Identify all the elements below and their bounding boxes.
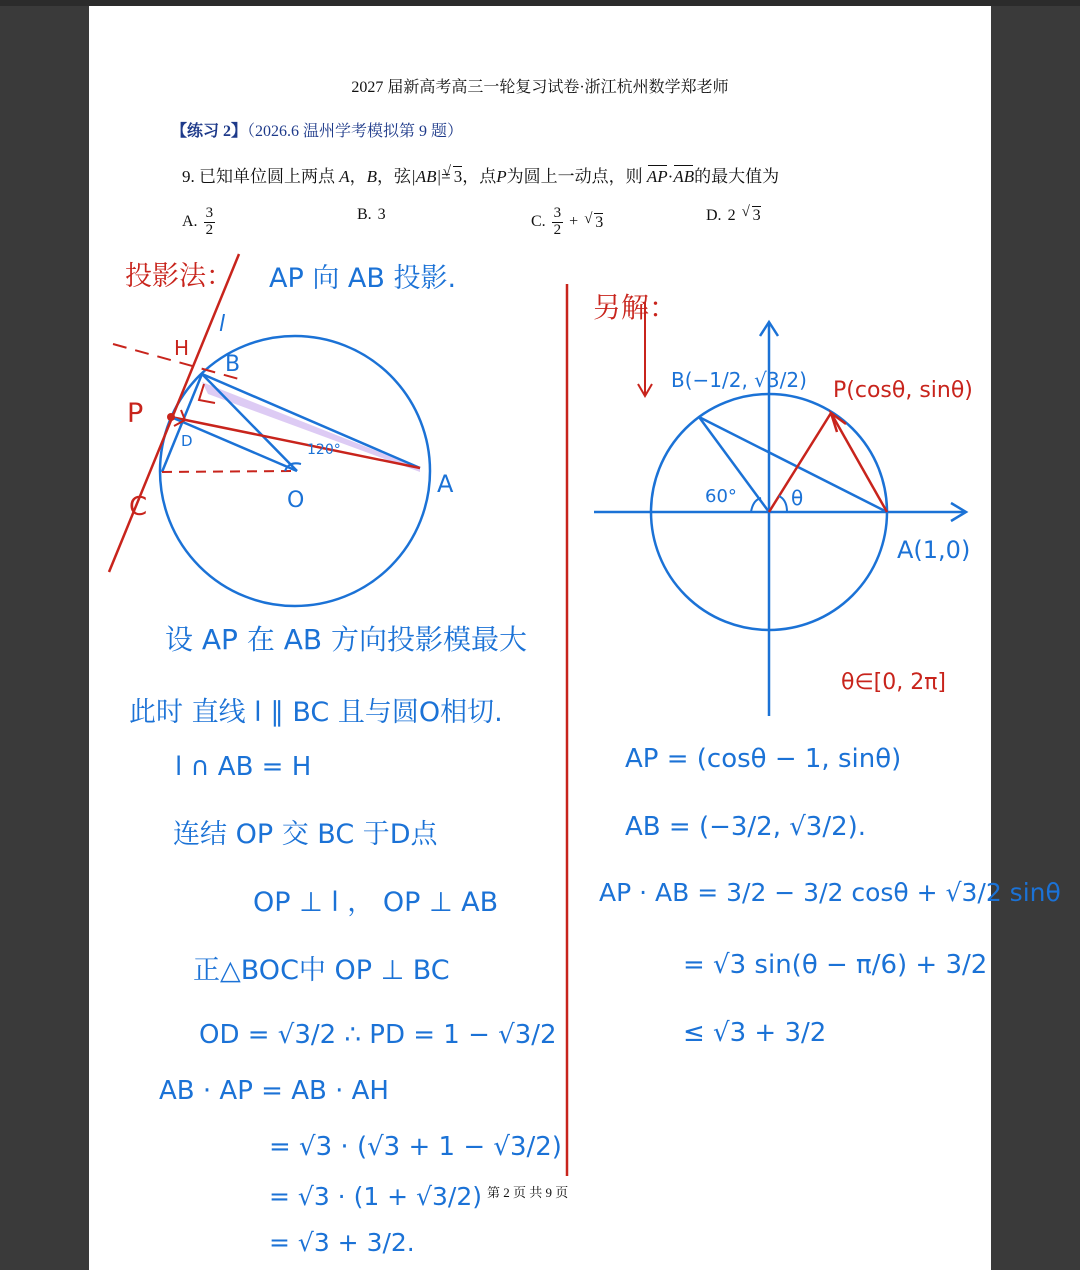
theta-range: θ∈[0, 2π] — [841, 670, 947, 695]
equals-sign: = — [441, 167, 451, 186]
option-letter: B. — [357, 206, 372, 223]
label-c: C — [129, 492, 148, 522]
right-line-5: ≤ √3 + 3/2 — [683, 1018, 827, 1048]
label-o: O — [287, 488, 305, 513]
question-part: ，弦 — [377, 167, 412, 186]
denominator: 2 — [205, 221, 214, 238]
option-letter: A. — [182, 213, 198, 231]
sqrt-3: √ 3 — [453, 166, 463, 187]
segment-co — [162, 471, 297, 472]
option-letter: C. — [531, 213, 546, 231]
label-a-right: A(1,0) — [897, 536, 971, 564]
right-line-4: = √3 sin(θ − π/6) + 3/2 — [683, 950, 988, 980]
label-p-right: P(cosθ, sinθ) — [833, 378, 973, 403]
projection-title: AP 向 AB 投影. — [269, 263, 457, 294]
sqrt-3: √ 3 — [752, 206, 761, 225]
sqrt-3: √ 3 — [594, 213, 603, 232]
right-line-2: AB = (−3/2, √3/2). — [625, 812, 867, 842]
label-p: P — [127, 398, 144, 429]
numerator: 3 — [205, 205, 214, 221]
label-d: D — [181, 432, 193, 450]
numerator: 3 — [553, 205, 562, 221]
left-line-1: 设 AP 在 AB 方向投影模最大 — [165, 623, 528, 656]
left-line-5: OP ⊥ l ， OP ⊥ AB — [253, 887, 499, 918]
vector-ap: AP — [646, 167, 668, 186]
right-line-1: AP = (cosθ − 1, sinθ) — [625, 744, 902, 774]
left-line-7: OD = √3/2 ∴ PD = 1 − √3/2 — [199, 1020, 557, 1050]
label-a-left: A — [437, 470, 454, 498]
highlight-ab — [202, 382, 420, 472]
page-footer: 第 2 页 共 9 页 — [487, 1185, 569, 1200]
label-l: l — [219, 312, 226, 337]
left-line-2: 此时 直线 l ∥ BC 且与圆O相切. — [129, 697, 503, 728]
left-line-9: = √3 · (√3 + 1 − √3/2) — [269, 1132, 562, 1162]
question-number: 9. — [182, 167, 195, 186]
point-p-dot — [167, 413, 175, 421]
point-a: A — [339, 167, 350, 186]
chord-ab: |AB| — [411, 167, 442, 186]
left-line-10: = √3 · (1 + √3/2) — [269, 1182, 482, 1211]
left-line-4: 连结 OP 交 BC 于D点 — [173, 819, 438, 850]
question-part: 的最大值为 — [694, 167, 780, 186]
question-part: ，点 — [462, 167, 497, 186]
option-letter: D. — [706, 206, 722, 224]
label-angle-60: 60° — [705, 486, 737, 507]
left-line-11: = √3 + 3/2. — [269, 1228, 415, 1257]
question-part: 已知单位圆上两点 — [199, 167, 335, 186]
point-b: B — [366, 167, 378, 186]
document-page — [89, 6, 1061, 1270]
label-b-left: B — [225, 352, 241, 377]
label-theta: θ — [791, 486, 804, 510]
method-label-left: 投影法： — [125, 261, 233, 292]
coefficient: 2 — [727, 206, 736, 224]
label-b-right: B(−1/2, √3/2) — [671, 368, 807, 392]
label-h: H — [174, 336, 190, 360]
exercise-label: 【练习 2】 — [171, 123, 248, 140]
option-value: 3 — [377, 206, 386, 223]
exercise-source: （2026.6 温州学考模拟第 9 题） — [247, 123, 464, 140]
question-text: 9. 已知单位圆上两点 A，B，弦|AB|=√ 3，点P为圆上一动点，则 AP·AB的最大值为 — [182, 162, 779, 187]
page-header: 2027 届新高考高三一轮复习试卷·浙江杭州数学郑老师 — [351, 79, 729, 96]
question-part: 为圆上一动点，则 — [506, 167, 643, 186]
label-angle-120: 120° — [307, 442, 341, 458]
vector-ab: AB — [673, 167, 695, 186]
angle-theta-arc — [779, 496, 787, 512]
right-line-3: AP · AB = 3/2 − 3/2 cosθ + √3/2 sinθ — [599, 878, 1061, 907]
point-p: P — [496, 167, 507, 186]
left-line-6: 正△BOC中 OP ⊥ BC — [193, 955, 450, 986]
denominator: 2 — [553, 221, 562, 238]
method-label-right: 另解： — [593, 291, 678, 324]
dot-operator: · — [667, 167, 674, 186]
plus-sign: + — [569, 213, 579, 231]
left-line-8: AB · AP = AB · AH — [159, 1076, 389, 1106]
segment-bo — [202, 374, 297, 471]
left-line-3: l ∩ AB = H — [175, 752, 312, 782]
